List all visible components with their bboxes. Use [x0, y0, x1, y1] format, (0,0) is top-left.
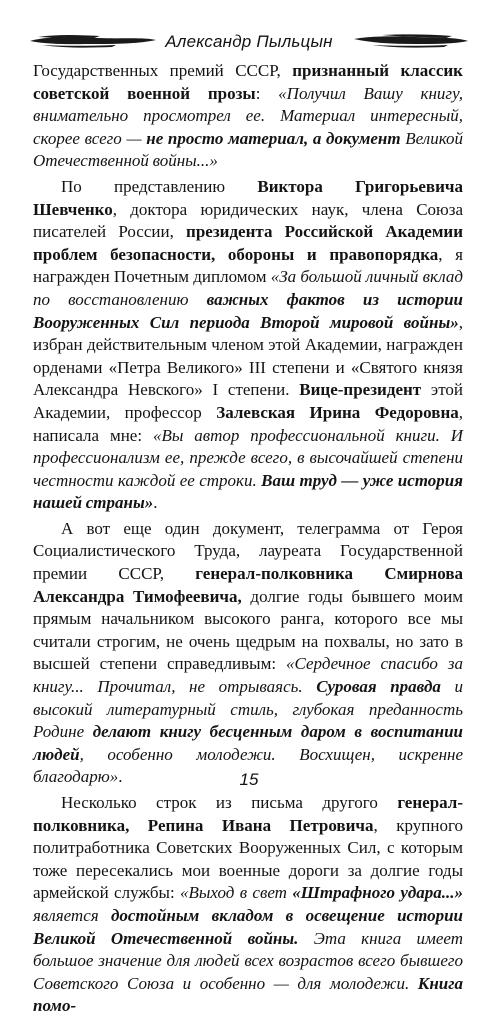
text-run: «Выход в свет: [180, 883, 293, 903]
text-run: признанный классик советской военной прозы: [33, 61, 463, 103]
brush-stroke-right-ornament: [352, 28, 470, 50]
running-title: Александр Пыльцын: [165, 32, 333, 51]
text-run: , я награжден Почетным дипломом: [33, 244, 463, 287]
paragraph: [33, 60, 463, 173]
page-number: 15: [239, 770, 259, 789]
text-run: , крупного политработника Советских Вооруженных Сил, с которым тоже пересекались мои военные дороги за долгие годы армейской службы:: [33, 815, 463, 903]
text-run: генерал-полковника Смирнова Александра Тимофеевича,: [33, 564, 463, 606]
running-header: [0, 18, 498, 58]
text-run: А вот еще один документ, телеграмма от Героя Социалистического Труда, лауреата Государственной премии СССР,: [33, 518, 463, 584]
text-run: «Сердечное спасибо за книгу... Прочитал, не отрываясь.: [33, 654, 463, 697]
text-run: «Получил Вашу книгу, внимательно просмотрел ее. Материал интересный, скорее всего —: [33, 83, 464, 148]
text-run: является: [33, 905, 111, 925]
text-run: не просто материал, а документ: [146, 128, 401, 148]
paragraph: [33, 176, 463, 515]
text-run: Ваш труд — уже история нашей страны»: [33, 470, 464, 513]
text-run: Государственных премий СССР,: [33, 61, 293, 80]
text-run: По представлению: [61, 176, 258, 196]
text-run: долгие годы бывшего моим прямым начальником высокого ранга, которого все мы считали строгим, не очень щедрым на похвалы, но зато в высшей степени справедливым:: [33, 586, 464, 674]
text-run: Эта книга имеет большое значение для людей всех возрастов всего бывшего Советского Союза и особенно — для молодежи.: [33, 928, 464, 993]
text-run: важных фактов из истории Вооруженных Сил периода Второй мировой войны»: [33, 289, 463, 332]
text-run: , написала мне:: [33, 402, 463, 445]
paragraph: [33, 518, 463, 789]
text-run: «Вы автор профессиональной книги. И профессионализм ее, прежде всего, в высочайшей степени честности каждой ее строки.: [33, 425, 464, 490]
paragraph: [33, 792, 463, 1018]
text-run: Залевская Ирина Федоровна: [216, 402, 459, 422]
text-run: «За большой личный вклад по восстановлению: [33, 267, 463, 309]
text-run: достойным вкладом в освещение истории Великой Отечественной войны.: [33, 905, 463, 948]
text-run: .: [118, 767, 123, 787]
text-run: генерал-полковника, Репина Ивана Петровича: [33, 793, 463, 835]
text-run: этой Академии, профессор: [33, 380, 463, 422]
text-run: Виктора Григорьевича Шевченко: [33, 176, 463, 219]
text-run: Несколько строк из письма другого: [61, 793, 398, 812]
text-run: и высокий литературный стиль, глубокая преданность Родине: [33, 677, 463, 742]
text-run: делают книгу бесценным даром в воспитании людей: [33, 722, 463, 764]
text-run: Суровая правда: [316, 677, 441, 697]
text-run: президента Российской Академии проблем безопасности, обороны и правопорядка: [33, 222, 464, 264]
text-run: :: [255, 83, 279, 103]
text-run: , доктора юридических наук, члена Союза писателей России,: [33, 199, 463, 242]
text-run: Книга помо-: [33, 973, 463, 1016]
text-run: «Штрафного удара...»: [292, 883, 464, 903]
text-run: .: [153, 493, 158, 513]
text-run: , избран действительным членом этой Академии, награжден орденами «Петра Великого» III степени и «Святого князя Александра Невского» I степени.: [33, 312, 463, 400]
text-run: Вице-президент: [299, 380, 422, 400]
body-text: [33, 60, 463, 1018]
text-run: Великой Отечественной войны...»: [33, 128, 463, 171]
text-run: , особенно молодежи. Восхищен, искренне благодарю»: [33, 744, 463, 787]
